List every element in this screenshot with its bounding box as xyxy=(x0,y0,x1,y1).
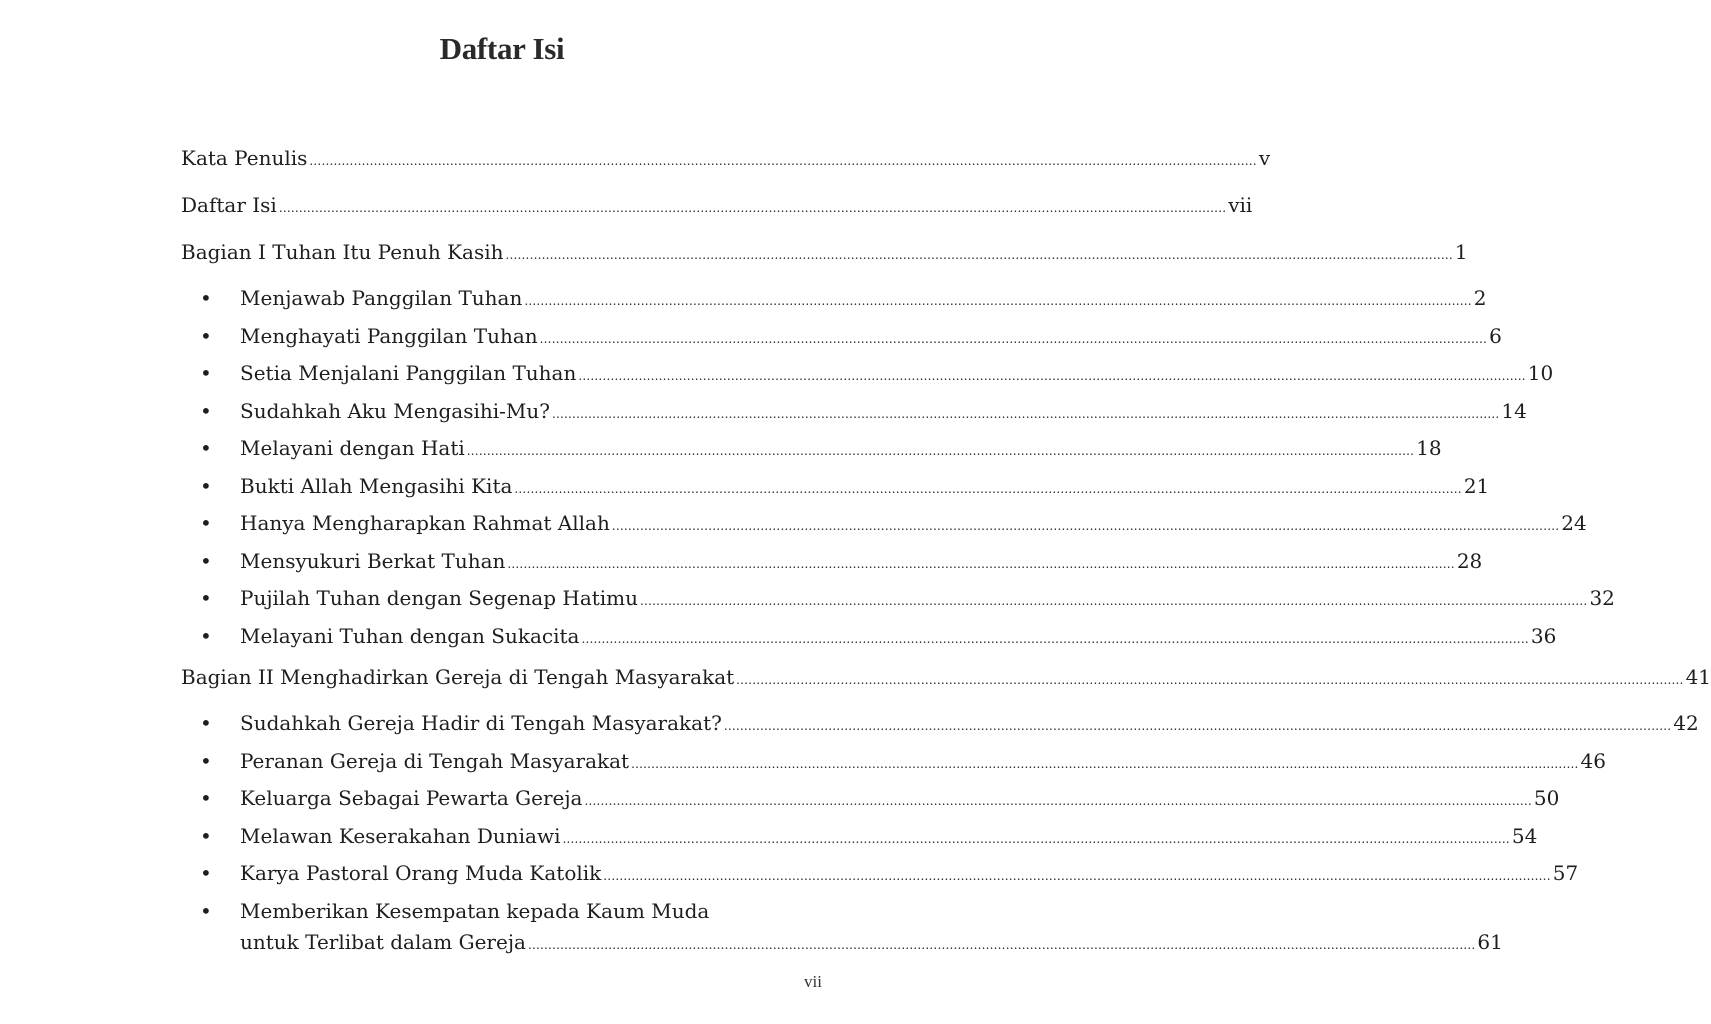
toc-page-number: 41 xyxy=(1685,665,1711,689)
dot-leader: ............................................................................................................................................................................................................................................ xyxy=(551,406,1500,421)
toc-page-number: vii xyxy=(1228,193,1253,217)
dot-leader: ............................................................................................................................................................................................................................................ xyxy=(524,294,1472,308)
bullet-icon: • xyxy=(200,898,212,923)
toc-entry-label: Kata Penulis xyxy=(181,146,308,170)
toc-entry-label: Melayani dengan Hati xyxy=(240,436,465,460)
bullet-icon: • xyxy=(200,748,212,773)
toc-subentry[interactable] xyxy=(181,469,1490,507)
bullet-icon: • xyxy=(200,586,212,610)
toc-entry-label: Setia Menjalani Panggilan Tuhan xyxy=(240,361,577,385)
toc-entry-label: Mensyukuri Berkat Tuhan xyxy=(240,548,506,573)
toc-subentry[interactable] xyxy=(181,506,1587,544)
toc-entry-label-line-2: untuk Terlibat dalam Gereja xyxy=(240,929,526,954)
dot-leader: ............................................................................................................................................................................................................................................ xyxy=(631,756,1579,771)
toc-entry-bagian-2[interactable] xyxy=(181,656,1711,703)
dot-leader: ............................................................................................................................................................................................................................................ xyxy=(723,719,1672,733)
dot-leader: ............................................................................................................................................................................................................................................ xyxy=(578,369,1526,383)
toc-entry-label: Peranan Gereja di Tengah Masyarakat xyxy=(240,748,630,773)
bullet-icon: • xyxy=(200,786,212,810)
toc-page-number: 50 xyxy=(1533,786,1560,810)
toc-subentry[interactable] xyxy=(181,394,1527,432)
dot-leader: ............................................................................................................................................................................................................................................ xyxy=(466,444,1415,458)
bullet-icon: • xyxy=(200,436,212,460)
toc-subentry[interactable] xyxy=(181,431,1442,469)
toc-page-number: 54 xyxy=(1511,823,1538,848)
toc-subentry[interactable] xyxy=(181,856,1579,894)
toc-page-number: 46 xyxy=(1580,748,1606,773)
toc-entry-label: Keluarga Sebagai Pewarta Gereja xyxy=(240,786,583,810)
toc-entry-bagian-1[interactable] xyxy=(181,231,1468,278)
toc-entry-label: Pujilah Tuhan dengan Segenap Hatimu xyxy=(240,586,639,610)
toc-subentry[interactable] xyxy=(181,281,1487,319)
dot-leader: ............................................................................................................................................................................................................................................ xyxy=(640,594,1588,608)
toc-entry-label: Hanya Mengharapkan Rahmat Allah xyxy=(240,511,610,535)
dot-leader: ............................................................................................................................................................................................................................................ xyxy=(507,556,1455,571)
dot-leader: ............................................................................................................................................................................................................................................ xyxy=(278,201,1227,215)
toc-page-number: 42 xyxy=(1673,711,1699,735)
toc-subentry[interactable] xyxy=(181,319,1502,357)
table-of-contents xyxy=(181,137,1711,962)
toc-entry-label: Sudahkah Gereja Hadir di Tengah Masyarakat? xyxy=(240,711,722,735)
dot-leader: ............................................................................................................................................................................................................................................ xyxy=(539,331,1488,346)
dot-leader: ............................................................................................................................................................................................................................................ xyxy=(603,869,1551,883)
toc-subentry[interactable] xyxy=(181,619,1557,657)
dot-leader: ............................................................................................................................................................................................................................................ xyxy=(505,248,1453,262)
dot-leader: ............................................................................................................................................................................................................................................ xyxy=(309,154,1257,168)
bullet-icon: • xyxy=(200,711,212,735)
bullet-icon: • xyxy=(200,548,212,573)
dot-leader: ............................................................................................................................................................................................................................................ xyxy=(581,631,1529,646)
toc-page-number: v xyxy=(1258,146,1271,170)
toc-entry-label: Menghayati Panggilan Tuhan xyxy=(240,323,538,348)
toc-page-number: 32 xyxy=(1589,586,1615,610)
dot-leader: ............................................................................................................................................................................................................................................ xyxy=(514,481,1462,496)
toc-page-number: 28 xyxy=(1456,548,1483,573)
toc-page-number: 57 xyxy=(1552,861,1579,885)
toc-subentry[interactable] xyxy=(181,544,1483,582)
toc-entry-daftar-isi[interactable] xyxy=(181,184,1253,231)
toc-entry-label: Melawan Keserakahan Duniawi xyxy=(240,823,561,848)
toc-page-number: 61 xyxy=(1477,929,1503,954)
toc-page-number: 6 xyxy=(1489,323,1502,348)
toc-page-number: 18 xyxy=(1416,436,1442,460)
toc-entry-label: Daftar Isi xyxy=(181,193,277,217)
toc-subentry[interactable] xyxy=(181,356,1554,394)
bullet-icon: • xyxy=(200,286,212,310)
bullet-icon: • xyxy=(200,623,212,648)
dot-leader: ............................................................................................................................................................................................................................................ xyxy=(562,831,1510,846)
page-title: Daftar Isi xyxy=(439,30,565,66)
bullet-icon: • xyxy=(200,398,212,423)
toc-entry-label: Melayani Tuhan dengan Sukacita xyxy=(240,623,580,648)
toc-page-number: 24 xyxy=(1561,511,1587,535)
bullet-icon: • xyxy=(200,511,212,535)
toc-page-number: 2 xyxy=(1473,286,1487,310)
dot-leader: ............................................................................................................................................................................................................................................ xyxy=(736,673,1684,687)
toc-subentry[interactable] xyxy=(181,744,1606,782)
toc-entry-label: Bukti Allah Mengasihi Kita xyxy=(240,473,513,498)
bullet-icon: • xyxy=(200,323,212,348)
bullet-icon: • xyxy=(200,361,212,385)
toc-subentry[interactable] xyxy=(181,781,1560,819)
toc-page-number: 36 xyxy=(1530,623,1557,648)
toc-entry-label: Menjawab Panggilan Tuhan xyxy=(240,286,523,310)
dot-leader: ............................................................................................................................................................................................................................................ xyxy=(584,794,1532,808)
page-folio: vii xyxy=(804,972,822,991)
toc-page-number: 14 xyxy=(1501,398,1527,423)
toc-page-number: 1 xyxy=(1454,240,1468,264)
toc-entry-label-line-1: Memberikan Kesempatan kepada Kaum Muda xyxy=(240,898,710,923)
toc-entry-label: Sudahkah Aku Mengasihi-Mu? xyxy=(240,398,550,423)
toc-entry-kata-penulis[interactable] xyxy=(181,137,1271,184)
bullet-icon: • xyxy=(200,861,212,885)
toc-subentry-multiline[interactable] xyxy=(181,894,1503,962)
toc-subentry[interactable] xyxy=(181,706,1699,744)
dot-leader: ............................................................................................................................................................................................................................................ xyxy=(611,519,1560,533)
bullet-icon: • xyxy=(200,473,212,498)
toc-entry-label: Karya Pastoral Orang Muda Katolik xyxy=(240,861,602,885)
dot-leader: ............................................................................................................................................................................................................................................ xyxy=(527,937,1476,952)
toc-entry-label: Bagian II Menghadirkan Gereja di Tengah Masyarakat xyxy=(181,665,735,689)
toc-subentry[interactable] xyxy=(181,819,1538,857)
toc-subentry[interactable] xyxy=(181,581,1615,619)
toc-page-number: 10 xyxy=(1527,361,1554,385)
bullet-icon: • xyxy=(200,823,212,848)
toc-entry-label: Bagian I Tuhan Itu Penuh Kasih xyxy=(181,240,504,264)
toc-page-number: 21 xyxy=(1463,473,1490,498)
